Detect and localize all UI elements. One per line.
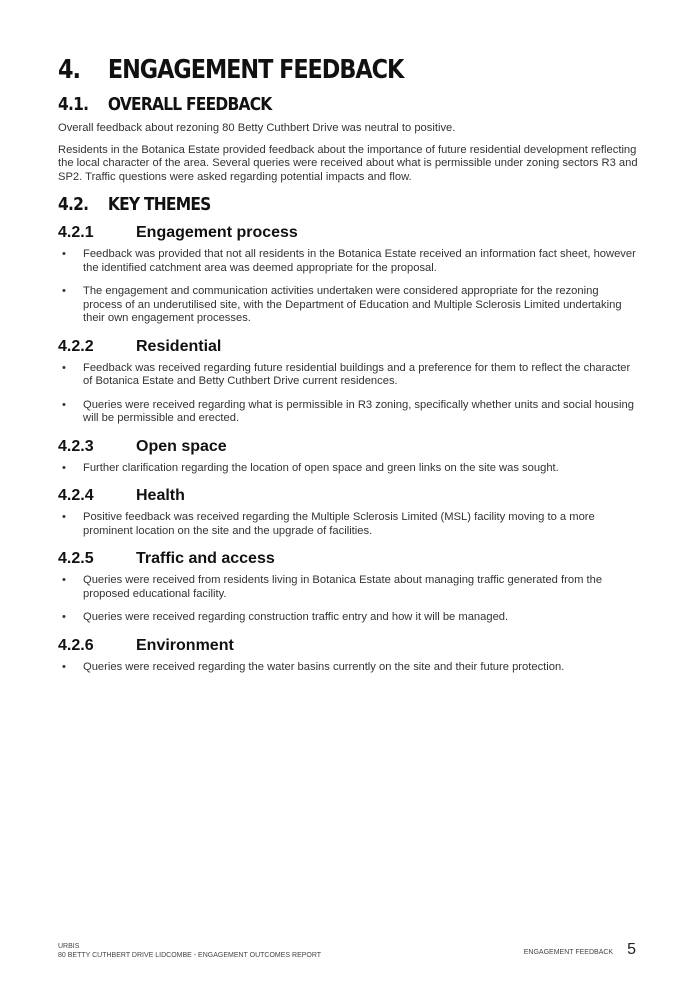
list-item-text: Positive feedback was received regarding the Multiple Sclerosis Limited (MSL) facility moving to a more prominent location on the site and the upgrade of facilities. <box>83 511 595 537</box>
list-item-text: The engagement and communication activities undertaken were considered appropriate for the rezoning process of an underutilised site, with the Department of Education and Multiple Sclerosis Limited undertaking their own engagement processes. <box>83 285 622 324</box>
list-item-text: Queries were received regarding what is permissible in R3 zoning, specifically whether units and social housing will be permissible and erected. <box>83 398 634 424</box>
overall-paragraph-2: Residents in the Botanica Estate provided feedback about the importance of future residential development reflecting the local character of the area. Several queries were received about what is permissible under zoning sectors R3 and SP2. Traffic questions were asked regarding potential impacts and flow. <box>58 143 638 183</box>
theme-heading-environment <box>58 635 638 657</box>
bullet-icon: • <box>62 248 66 260</box>
section-title: ENGAGEMENT FEEDBACK <box>107 55 404 85</box>
document-page <box>58 52 638 684</box>
page-number: 5 <box>627 941 636 958</box>
overall-paragraph-1: Overall feedback about rezoning 80 Betty Cuthbert Drive was neutral to positive. <box>58 122 456 134</box>
theme-list-traffic-and-access <box>58 574 638 625</box>
bullet-icon: • <box>62 511 66 523</box>
list-item <box>58 362 638 389</box>
section-heading <box>58 52 557 88</box>
bullet-icon: • <box>62 361 66 374</box>
bullet-icon: • <box>62 574 66 586</box>
theme-title: Health <box>136 487 185 504</box>
footer-brand: URBIS <box>58 943 80 950</box>
list-item <box>58 285 638 326</box>
footer-report-title: 80 BETTY CUTHBERT DRIVE LIDCOMBE - ENGAGEMENT OUTCOMES REPORT <box>58 952 322 959</box>
theme-title: Traffic and access <box>136 550 275 567</box>
list-item-text: Further clarification regarding the location of open space and green links on the site was sought. <box>83 461 559 474</box>
list-item <box>58 399 638 426</box>
subsection-title: KEY THEMES <box>107 194 211 215</box>
bullet-icon: • <box>62 461 66 474</box>
subsection-heading-key-themes <box>58 192 557 218</box>
theme-heading-engagement-process <box>58 222 638 244</box>
theme-number: 4.2.6 <box>58 636 94 654</box>
theme-title: Residential <box>136 337 222 355</box>
theme-number: 4.2.4 <box>58 487 94 504</box>
bullet-icon: • <box>62 285 66 297</box>
list-item <box>58 248 638 275</box>
bullet-icon: • <box>62 611 66 623</box>
theme-list-environment <box>58 661 638 675</box>
list-item <box>58 574 638 601</box>
theme-title: Engagement process <box>136 224 298 241</box>
list-item-text: Queries were received regarding the water basins currently on the site and their future protection. <box>83 660 565 673</box>
list-item <box>58 511 638 538</box>
list-item <box>58 661 638 675</box>
page-footer <box>58 942 636 960</box>
theme-heading-health <box>58 485 638 507</box>
subsection-heading-overall <box>58 92 557 118</box>
subsection-number: 4.1. <box>58 94 89 115</box>
list-item-text: Queries were received regarding construction traffic entry and how it will be managed. <box>83 611 509 623</box>
theme-list-health <box>58 511 638 538</box>
theme-heading-residential <box>58 336 638 358</box>
bullet-icon: • <box>62 398 66 411</box>
bullet-icon: • <box>62 660 66 673</box>
list-item <box>58 611 638 625</box>
theme-list-engagement-process <box>58 248 638 326</box>
section-number: 4. <box>58 55 80 85</box>
list-item-text: Feedback was received regarding future residential buildings and a preference for them to reflect the character of Botanica Estate and Betty Cuthbert Drive current residences. <box>83 361 631 387</box>
theme-title: Open space <box>136 437 227 455</box>
theme-number: 4.2.2 <box>58 337 94 355</box>
list-item-text: Feedback was provided that not all residents in the Botanica Estate received an information fact sheet, however the identified catchment area was deemed appropriate for the proposal. <box>83 248 636 274</box>
theme-list-residential <box>58 362 638 426</box>
theme-number: 4.2.5 <box>58 550 94 567</box>
subsection-title: OVERALL FEEDBACK <box>107 94 272 115</box>
list-item-text: Queries were received from residents living in Botanica Estate about managing traffic generated from the proposed educational facility. <box>83 574 603 600</box>
theme-number: 4.2.3 <box>58 437 94 455</box>
subsection-number: 4.2. <box>58 194 89 215</box>
list-item <box>58 462 638 476</box>
theme-list-open-space <box>58 462 638 476</box>
theme-heading-open-space <box>58 436 638 458</box>
theme-title: Environment <box>136 636 234 654</box>
theme-number: 4.2.1 <box>58 224 94 241</box>
footer-section-title: ENGAGEMENT FEEDBACK <box>523 949 614 956</box>
footer-right <box>523 941 636 958</box>
theme-heading-traffic-and-access <box>58 548 638 570</box>
